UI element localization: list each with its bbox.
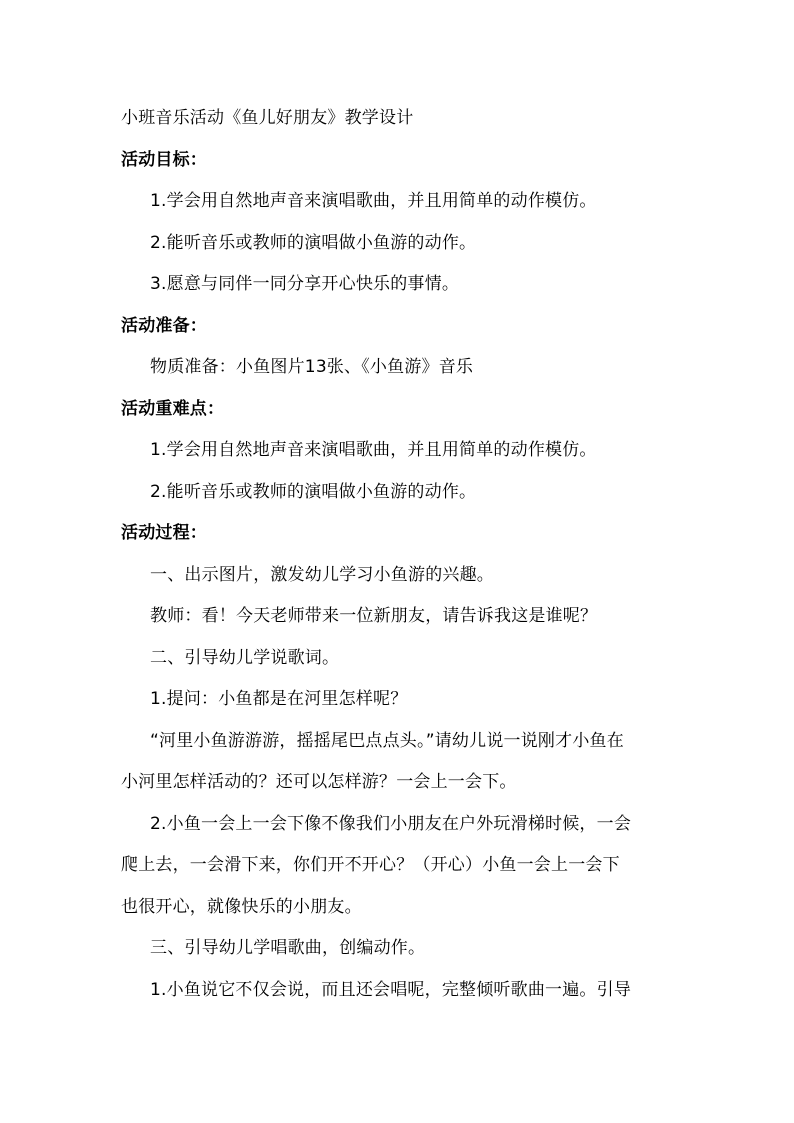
document-title: 小班音乐活动《鱼儿好朋友》教学设计	[121, 108, 414, 128]
process-line-7: 2.小鱼一会上一会下像不像我们小朋友在户外玩滑梯时候，一会	[150, 814, 632, 834]
section-heading-goals: 活动目标：	[121, 150, 207, 170]
goal-item-3: 3.愿意与同伴一同分享开心快乐的事情。	[150, 274, 460, 294]
section-heading-process: 活动过程：	[121, 523, 207, 543]
process-line-5: “河里小鱼游游游，摇摇尾巴点点头。”请幼儿说一说刚才小鱼在	[150, 731, 624, 751]
goal-item-1: 1.学会用自然地声音来演唱歌曲，并且用简单的动作模仿。	[150, 191, 597, 211]
process-line-11: 1.小鱼说它不仅会说，而且还会唱呢，完整倾听歌曲一遍。引导	[150, 980, 632, 1000]
section-heading-key-points: 活动重难点：	[121, 399, 225, 419]
process-line-9: 也很开心，就像快乐的小朋友。	[121, 897, 362, 917]
section-heading-preparation: 活动准备：	[121, 316, 207, 336]
preparation-text: 物质准备：小鱼图片13张、《小鱼游》音乐	[150, 357, 474, 377]
process-line-2: 教师：看！今天老师带来一位新朋友，请告诉我这是谁呢？	[150, 606, 598, 626]
process-line-1: 一、出示图片，激发幼儿学习小鱼游的兴趣。	[150, 565, 494, 585]
process-line-10: 三、引导幼儿学唱歌曲，创编动作。	[150, 938, 426, 958]
key-point-item-1: 1.学会用自然地声音来演唱歌曲，并且用简单的动作模仿。	[150, 440, 597, 460]
process-line-8: 爬上去，一会滑下来，你们开不开心？（开心）小鱼一会上一会下	[121, 855, 620, 875]
process-line-3: 二、引导幼儿学说歌词。	[150, 648, 340, 668]
goal-item-2: 2.能听音乐或教师的演唱做小鱼游的动作。	[150, 233, 477, 253]
key-point-item-2: 2.能听音乐或教师的演唱做小鱼游的动作。	[150, 482, 477, 502]
process-line-6: 小河里怎样活动的？还可以怎样游？一会上一会下。	[121, 772, 517, 792]
process-line-4: 1.提问：小鱼都是在河里怎样呢？	[150, 689, 408, 709]
